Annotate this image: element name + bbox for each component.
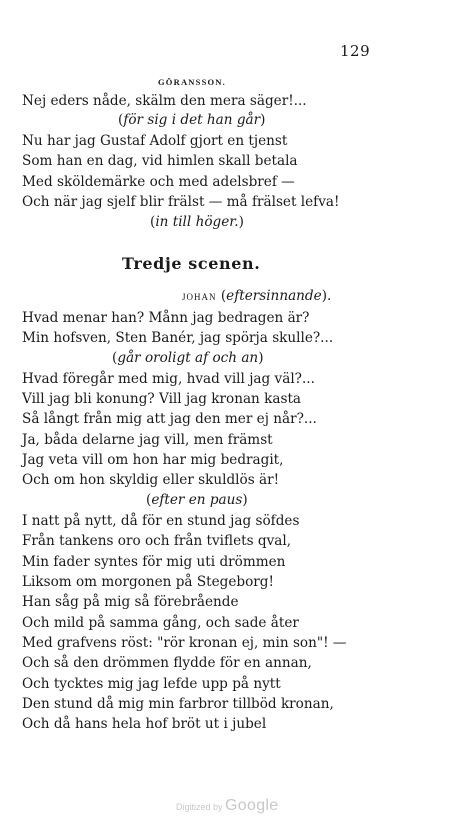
- verse-line: Hvad menar han? Månn jag bedragen är?: [22, 310, 310, 326]
- verse-line: Och tycktes mig jag lefde upp på nytt: [22, 676, 281, 692]
- stage-direction: (efter en paus): [146, 492, 248, 508]
- stage-direction: (in till höger.): [150, 214, 244, 230]
- verse-line: Ja, båda delarne jag vill, men främst: [22, 432, 273, 448]
- verse-line: Och när jag sjelf blir frälst — må frälset lefva!: [22, 194, 340, 210]
- verse-line: Från tankens oro och från tviflets qval,: [22, 533, 292, 549]
- verse-line: Som han en dag, vid himlen skall betala: [22, 153, 298, 169]
- verse-line: I natt på nytt, då för en stund jag söfdes: [22, 513, 300, 529]
- verse-line: Den stund då mig min farbror tillböd kronan,: [22, 696, 334, 712]
- watermark-prefix: Digitized by: [176, 802, 223, 812]
- verse-line: Nej eders nåde, skälm den mera säger!...: [22, 93, 307, 109]
- verse-line: Min fader syntes för mig uti drömmen: [22, 554, 286, 570]
- watermark-brand: Google: [225, 797, 279, 814]
- verse-line: Så långt från mig att jag den mer ej når?...: [22, 411, 317, 427]
- speaker-name: JOHAN: [182, 292, 217, 302]
- verse-line: Jag veta vill om hon har mig bedragit,: [22, 452, 284, 468]
- verse-line: Vill jag bli konung? Vill jag kronan kasta: [22, 391, 302, 407]
- stage-direction: eftersinnande: [226, 288, 322, 304]
- verse-line: Och mild på samma gång, och sade åter: [22, 615, 299, 631]
- stage-direction: (går oroligt af och an): [112, 350, 264, 366]
- verse-line: Han såg på mig så förebrående: [22, 594, 239, 610]
- verse-line: Hvad föregår med mig, hvad vill jag väl?...: [22, 371, 315, 387]
- verse-line: Nu har jag Gustaf Adolf gjort en tjenst: [22, 133, 288, 149]
- stage-direction: (för sig i det han går): [118, 112, 266, 128]
- verse-line: Med sköldemärke och med adelsbref —: [22, 174, 295, 190]
- verse-line: Och så den drömmen flydde för en annan,: [22, 655, 312, 671]
- verse-line: Med grafvens röst: "rör kronan ej, min son"! —: [22, 635, 347, 651]
- verse-line: Och då hans hela hof bröt ut i jubel: [22, 716, 267, 732]
- verse-line: Liksom om morgonen på Stegeborg!: [22, 574, 274, 590]
- verse-line: Och om hon skyldig eller skuldlös är!: [22, 472, 280, 488]
- speaker-line: JOHAN (eftersinnande).: [182, 288, 332, 304]
- scene-heading: Tredje scenen.: [122, 254, 261, 273]
- verse-line: Min hofsven, Sten Banér, jag spörja skulle?...: [22, 330, 334, 346]
- page-number: 129: [340, 42, 371, 60]
- speaker-name: GÖRANSSON.: [158, 77, 226, 87]
- digitization-watermark: [176, 797, 278, 815]
